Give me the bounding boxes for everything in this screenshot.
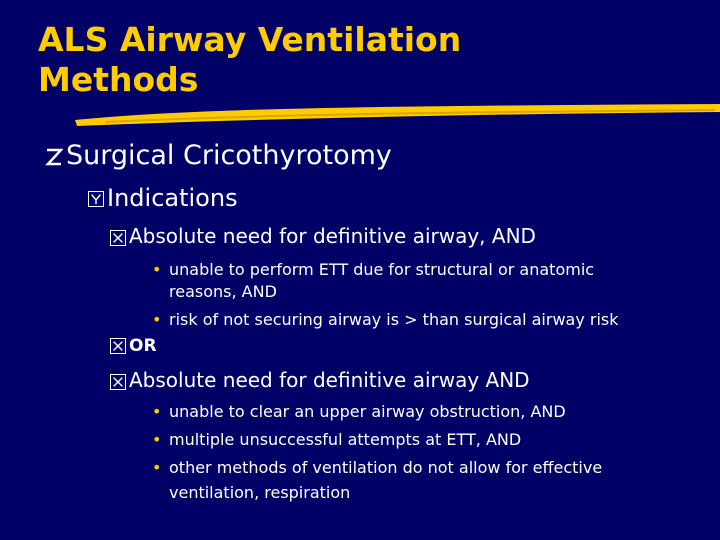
level4-item xyxy=(152,454,602,481)
level4-item xyxy=(152,306,619,333)
level4-item xyxy=(152,398,566,425)
level3-item-a xyxy=(110,222,536,250)
bullet-dot-icon: • xyxy=(152,260,162,279)
bullet-dot-icon: • xyxy=(152,402,162,421)
level4-text: ventilation, respiration xyxy=(169,483,351,502)
bullet-dot-icon: • xyxy=(152,458,162,477)
checkbox-y-bullet-icon xyxy=(88,191,104,207)
bullet-dot-icon: • xyxy=(152,310,162,329)
title-line-2: Methods xyxy=(38,60,199,99)
level2-item xyxy=(88,182,238,214)
or-label: OR xyxy=(129,336,157,356)
level3-item-b xyxy=(110,366,530,394)
level4-item xyxy=(152,426,521,453)
level4-text: unable to perform ETT due for structural or anatomic xyxy=(169,260,595,279)
level4-item-continuation xyxy=(152,479,350,506)
or-item xyxy=(110,332,157,360)
checkbox-x-bullet-icon xyxy=(110,374,126,390)
checkbox-x-bullet-icon xyxy=(110,230,126,246)
level4-text: risk of not securing airway is > than surgical airway risk xyxy=(169,310,619,329)
bullet-dot-icon: • xyxy=(152,430,162,449)
title-line-1: ALS Airway Ventilation xyxy=(38,20,462,59)
level2-text: Indications xyxy=(107,184,238,212)
group-a-heading: Absolute need for definitive airway, AND xyxy=(129,224,536,248)
checkbox-x-bullet-icon xyxy=(110,338,126,354)
group-b-heading: Absolute need for definitive airway AND xyxy=(129,368,530,392)
slide-title xyxy=(38,20,461,100)
level1-item xyxy=(45,138,392,174)
level4-text: reasons, AND xyxy=(169,282,277,301)
level4-text: other methods of ventilation do not allow for effective xyxy=(169,458,603,477)
title-underline-brush xyxy=(75,100,720,134)
level1-text: Surgical Cricothyrotomy xyxy=(66,140,392,171)
z-bullet-icon xyxy=(45,147,63,167)
level4-text: unable to clear an upper airway obstruction, AND xyxy=(169,402,566,421)
level4-item-continuation xyxy=(152,278,277,305)
level4-text: multiple unsuccessful attempts at ETT, AND xyxy=(169,430,522,449)
